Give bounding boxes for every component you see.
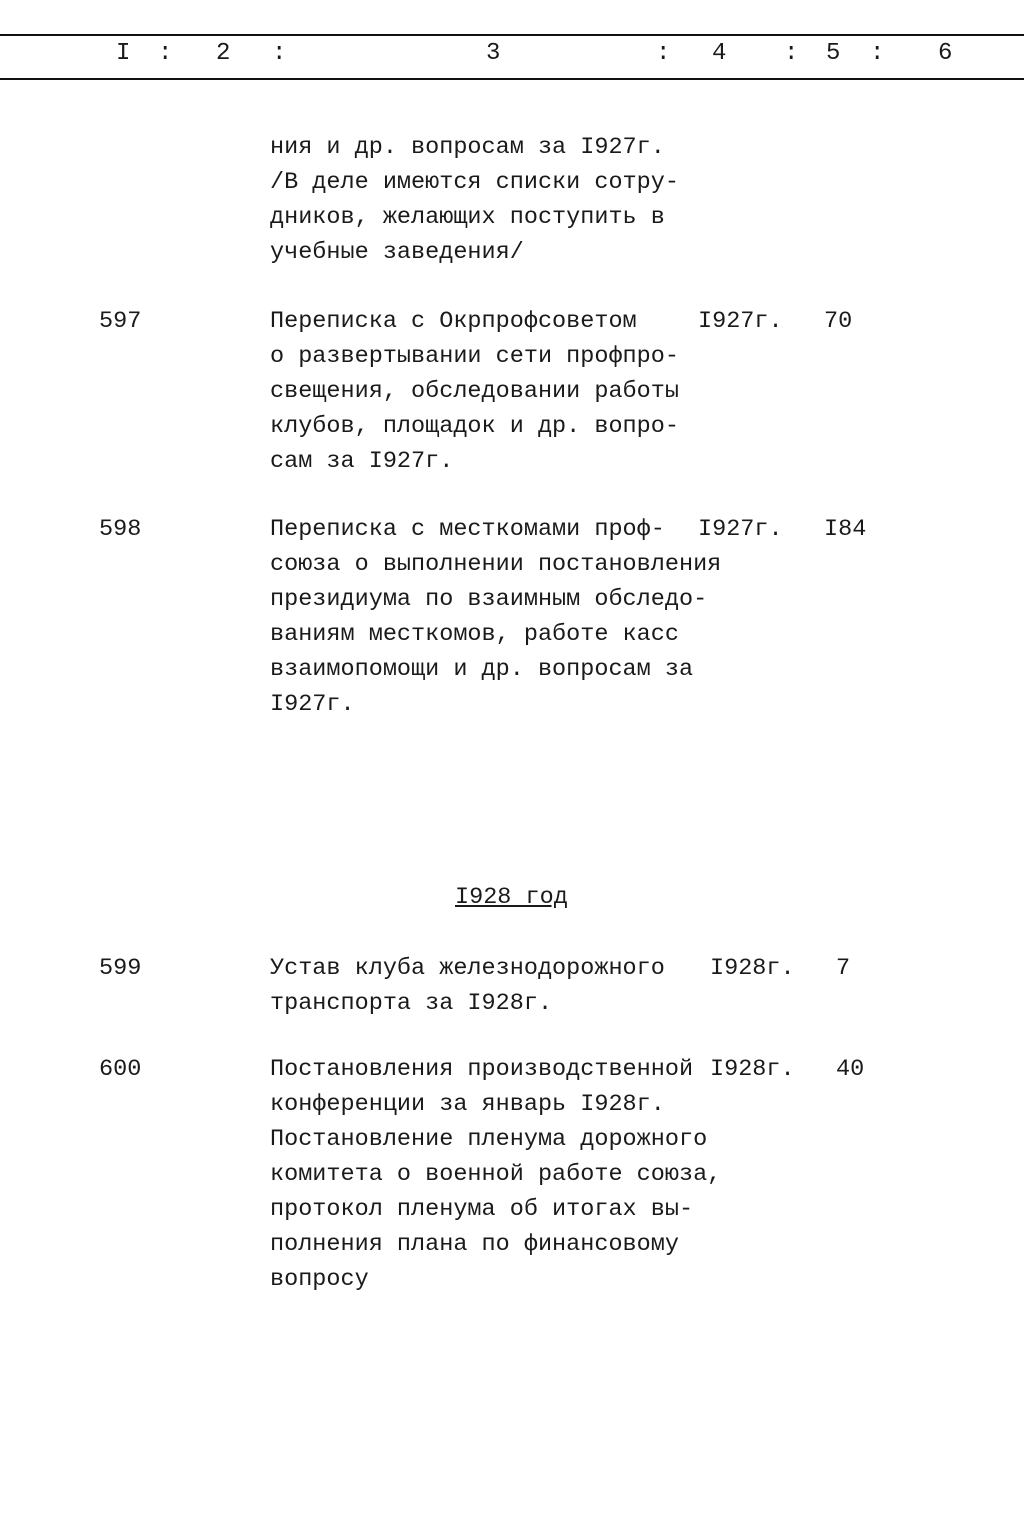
desc-line: комитета о военной работе союза, (270, 1161, 722, 1188)
entry-number: 600 (99, 1056, 142, 1083)
entry-description (270, 951, 665, 1021)
desc-line: I927г. (270, 691, 355, 718)
entry-description (270, 1052, 721, 1297)
desc-line: свещения, обследовании работы (270, 378, 679, 405)
desc-line: вопросу (270, 1266, 369, 1293)
desc-line: Постановление пленума дорожного (270, 1126, 708, 1153)
desc-line: Устав клуба железнодорожного (270, 955, 665, 982)
desc-line: полнения плана по финансовому (270, 1231, 679, 1258)
col-sep: : (158, 40, 173, 67)
desc-line: клубов, площадок и др. вопро- (270, 413, 679, 440)
entry-sheets: I84 (824, 516, 867, 543)
desc-line: ния и др. вопросам за I927г. (270, 134, 665, 161)
desc-line: Переписка с Окрпрофсоветом (270, 308, 637, 335)
col-5: 5 (826, 40, 841, 67)
desc-line: Постановления производственной (270, 1056, 694, 1083)
header-bottom-rule (0, 78, 1024, 80)
col-2: 2 (216, 40, 231, 67)
desc-line: дников, желающих поступить в (270, 204, 665, 231)
header-top-rule (0, 34, 1024, 36)
desc-line: транспорта за I928г. (270, 990, 553, 1017)
desc-line: конференции за январь I928г. (270, 1091, 665, 1118)
col-sep: : (784, 40, 799, 67)
desc-line: ваниям месткомов, работе касс (270, 621, 679, 648)
entry-year: I928г. (710, 955, 795, 982)
col-3: 3 (486, 40, 501, 67)
entry-number: 599 (99, 955, 142, 982)
entry-sheets: 40 (836, 1056, 865, 1083)
desc-line: /В деле имеются списки сотру- (270, 169, 679, 196)
desc-line: взаимопомощи и др. вопросам за (270, 656, 694, 683)
entry-description (270, 512, 721, 722)
desc-line: Переписка с месткомами проф- (270, 516, 665, 543)
desc-line: союза о выполнении постановления (270, 551, 722, 578)
desc-line: о развертывании сети профпро- (270, 343, 679, 370)
desc-line: протокол пленума об итогах вы- (270, 1196, 694, 1223)
desc-line: президиума по взаимным обследо- (270, 586, 708, 613)
entry-description (270, 130, 679, 270)
col-sep: : (870, 40, 885, 67)
col-6: 6 (938, 40, 953, 67)
col-1: I (116, 40, 131, 67)
desc-line: сам за I927г. (270, 448, 454, 475)
col-sep: : (656, 40, 671, 67)
entry-description (270, 304, 679, 479)
section-heading: I928 год (455, 884, 568, 911)
entry-sheets: 7 (836, 955, 851, 982)
desc-line: учебные заведения/ (270, 239, 524, 266)
col-4: 4 (712, 40, 727, 67)
col-sep: : (272, 40, 287, 67)
entry-year: I928г. (710, 1056, 795, 1083)
entry-number: 598 (99, 516, 142, 543)
entry-year: I927г. (698, 516, 783, 543)
entry-number: 597 (99, 308, 142, 335)
entry-year: I927г. (698, 308, 783, 335)
entry-sheets: 70 (824, 308, 853, 335)
